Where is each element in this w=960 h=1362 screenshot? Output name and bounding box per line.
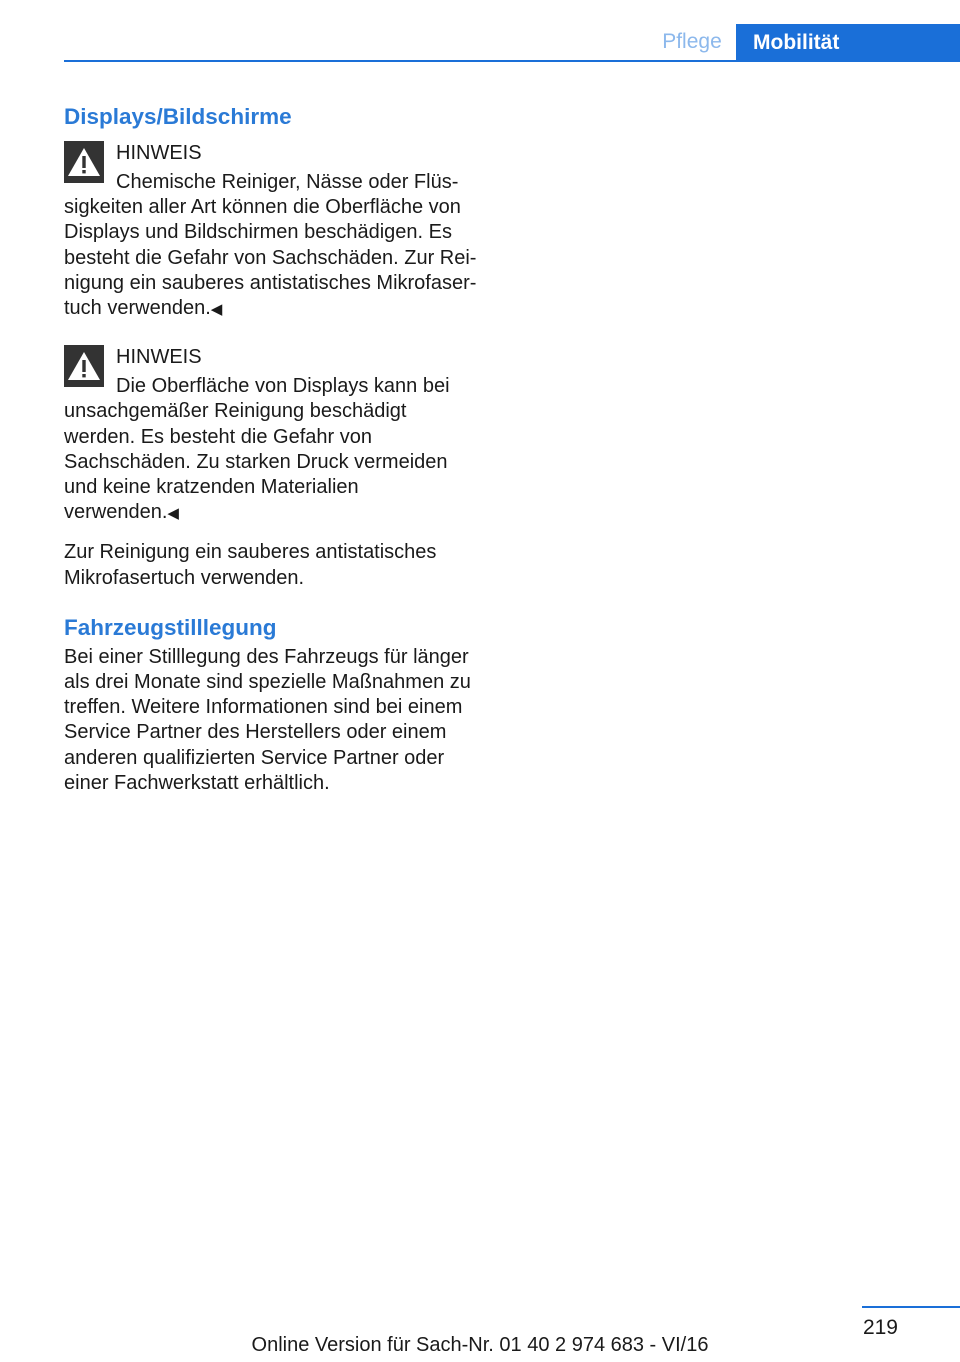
section-heading-displays: Displays/Bildschirme bbox=[64, 104, 292, 129]
warning-title: HINWEIS bbox=[116, 142, 202, 164]
warning-text-content: Chemische Reiniger, Nässe oder Flüssigkeiten aller Art können die Oberfläche von Displays und Bildschirmen beschädigen. Es besteht die Gefahr von Sachschäden. Zur Reinigung ein sauberes antistatisches Mikrofasertuch verwenden. bbox=[64, 171, 477, 320]
warning-triangle-icon bbox=[64, 345, 104, 387]
warning-triangle-icon bbox=[64, 141, 104, 183]
page-number: 219 bbox=[862, 1316, 898, 1339]
end-marker-icon: ◀ bbox=[167, 505, 179, 523]
warning-text bbox=[64, 170, 478, 322]
warning-note-1 bbox=[64, 140, 478, 322]
footer-version-text: Online Version für Sach-Nr. 01 40 2 974 683 - VI/16 bbox=[251, 1334, 709, 1356]
warning-note-2 bbox=[64, 344, 478, 526]
body-paragraph-displays: Zur Reinigung ein sauberes antistatisches Mikrofasertuch verwenden. bbox=[64, 541, 437, 589]
body-paragraph-stilllegung: Bei einer Stilllegung des Fahrzeugs für länger als drei Monate sind spezielle Maßnahmen zu treffen. Weitere Informationen sind bei einem Service Partner des Herstellers oder einem anderen qualifizierten Service Partner oder einer Fachwerkstatt erhältlich. bbox=[64, 645, 471, 794]
tab-mobilitaet[interactable]: Mobilität bbox=[736, 24, 960, 62]
warning-text bbox=[64, 374, 478, 526]
warning-title: HINWEIS bbox=[116, 346, 202, 369]
main-content bbox=[64, 102, 478, 796]
end-marker-icon: ◀ bbox=[210, 301, 223, 319]
tab-pflege[interactable]: Pflege bbox=[662, 30, 722, 53]
footer-rule bbox=[862, 1306, 960, 1308]
warning-text-content: Die Oberfläche von Displays kann bei unsachgemäßer Reinigung beschädigt werden. Es besteht die Gefahr von Sachschäden. Zu starken Druck vermeiden und keine kratzenden Materialien verwenden. bbox=[64, 375, 450, 524]
section-heading-stilllegung: Fahrzeugstilllegung bbox=[64, 614, 277, 640]
